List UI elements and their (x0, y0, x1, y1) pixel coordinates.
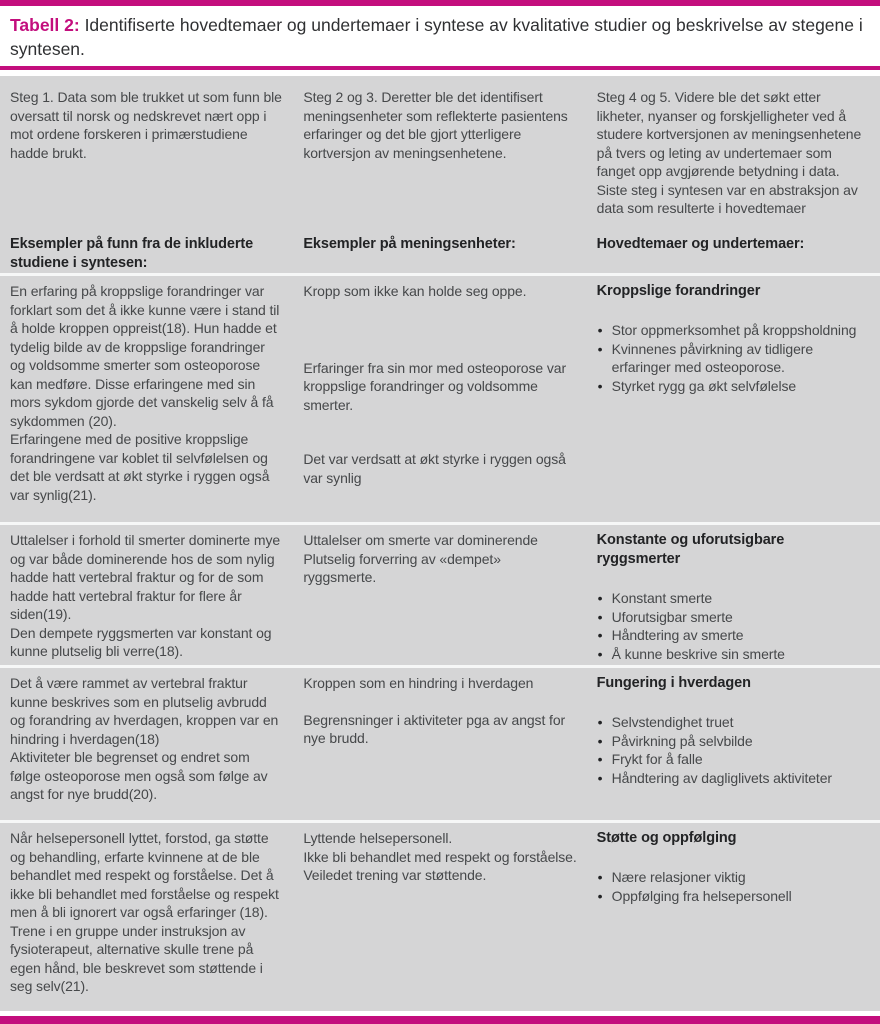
meaning-unit-text: Begrensninger i aktiviteter pga av angst for nye brudd. (303, 711, 566, 746)
subtheme-list (597, 713, 870, 787)
cell-meaning-units (293, 829, 586, 1011)
synthesis-table (0, 76, 880, 1011)
theme-heading: Støtte og oppfølging (596, 830, 737, 846)
meaning-unit-text: Uttalelser om smerte var dominerende (303, 532, 538, 548)
meaning-unit-text: Plutselig forverring av «dempet» ryggsmerte. (303, 550, 501, 585)
cell-meaning-units (293, 674, 586, 820)
theme-heading: Konstante og uforutsigbare ryggsmerter (596, 532, 785, 567)
cell-findings (0, 674, 293, 820)
header-cell-meaning-units (293, 88, 586, 273)
cell-meaning-units (293, 282, 586, 522)
table-title-text: Identifiserte hovedtemaer og undertemaer i syntese av kvalitative studier og beskrivelse av stegene i syntesen. (10, 15, 863, 59)
meaning-unit-text: Erfaringer fra sin mor med osteoporose var kroppslige forandringer og voldsomme smerter. (303, 359, 567, 413)
subtheme-item: • Nære relasjoner viktig (597, 868, 870, 887)
subtheme-item: • Håndtering av smerte (597, 626, 870, 645)
header-cell-findings (0, 88, 293, 273)
cell-themes (587, 282, 880, 522)
cell-findings (0, 282, 293, 522)
table-title (0, 6, 880, 66)
subtheme-list (597, 321, 870, 395)
subtheme-item: • Stor oppmerksomhet på kroppsholdning (597, 321, 870, 340)
subtheme-list (597, 589, 870, 663)
subtheme-item: • Styrket rygg ga økt selvfølelse (597, 377, 870, 396)
meaning-unit-text: Lyttende helsepersonell. (303, 830, 453, 846)
table-header-row (0, 76, 880, 273)
bottom-accent-rule (0, 1016, 880, 1024)
theme-heading: Kroppslige forandringer (596, 283, 761, 299)
cell-findings (0, 531, 293, 665)
subtheme-item: • Konstant smerte (597, 589, 870, 608)
column-caption-themes: Hovedtemaer og undertemaer: (596, 236, 805, 252)
meaning-unit-text: Kroppen som en hindring i hverdagen (303, 675, 534, 691)
step-description: Steg 1. Data som ble trukket ut som funn ble oversatt til norsk og nedskrevet nært opp i mot ordene forskeren i primærstudiene hadde brukt. (10, 89, 282, 161)
theme-heading: Fungering i hverdagen (596, 675, 751, 691)
subtheme-item: • Selvstendighet truet (597, 713, 870, 732)
table-row (0, 820, 880, 1011)
finding-text: Trene i en gruppe under instruksjon av fysioterapeut, alternative skulle trene på egen hånd, ble beskrevet som støttende i seg selv(21). (10, 922, 263, 994)
meaning-unit-text: Ikke bli behandlet med respekt og forståelse. (303, 848, 577, 865)
column-caption-meaning-units: Eksempler på meningsenheter: (303, 236, 516, 252)
subtheme-item: • Påvirkning på selvbilde (597, 732, 870, 751)
step-description: Steg 2 og 3. Deretter ble det identifisert meningsenheter som reflekterte pasientens erfaringer og det ble gjort ytterligere kortversjon av meningsenhetene. (303, 89, 568, 161)
subtheme-list (597, 868, 870, 905)
subtheme-item: • Kvinnenes påvirkning av tidligere erfaringer med osteoporose. (597, 340, 870, 377)
cell-themes (587, 674, 880, 820)
table-title-label: Tabell 2: (10, 15, 80, 35)
finding-text: Det å være rammet av vertebral fraktur kunne beskrives som en plutselig avbrudd og forandring av hverdagen, kroppen var en hindring i hverdagen(18) (10, 675, 279, 747)
table-row (0, 273, 880, 522)
meaning-unit-text: Det var verdsatt at økt styrke i ryggen også var synlig (303, 451, 566, 486)
column-caption-findings: Eksempler på funn fra de inkluderte studiene i syntesen: (10, 236, 254, 271)
table-row (0, 522, 880, 665)
finding-text: Den dempete ryggsmerten var konstant og kunne plutselig bli verre(18). (10, 624, 272, 659)
title-divider-rule (0, 66, 880, 70)
subtheme-item: • Uforutsigbar smerte (597, 608, 870, 627)
finding-text: Erfaringene med de positive kroppslige forandringene var koblet til selvfølelsen og det ble verdsatt at økt styrke i ryggen også var synlig(21). (10, 431, 270, 503)
header-cell-themes (587, 88, 880, 273)
meaning-unit-text: Veiledet trening var støttende. (303, 867, 487, 883)
finding-text: En erfaring på kroppslige forandringer var forklart som det å ikke kunne være i stand til å holde kroppen oppreist(18). Hun hadde et tydelig bilde av de kroppslige forandringer og voldsomme smerter som osteoporose kan medføre. Disse erfaringene med sin mors sykdom gjorde det vanskelig selv å få sykdommen (20). (10, 283, 280, 429)
finding-text: Aktiviteter ble begrenset og endret som følge osteoporose men også som følge av angst for nye brudd(20). (10, 749, 268, 802)
cell-themes (587, 829, 880, 1011)
finding-text: Når helsepersonell lyttet, forstod, ga støtte og behandling, erfarte kvinnene at de ble behandlet med respekt og forståelse. Det å ikke bli behandlet med forståelse og respekt men å bli ignorert var også erfaringer (18). (10, 830, 279, 920)
cell-meaning-units (293, 531, 586, 665)
subtheme-item: • Oppfølging fra helsepersonell (597, 887, 870, 906)
step-description: Siste steg i syntesen var en abstraksjon av data som resulterte i hovedtemaer (596, 181, 858, 216)
cell-themes (587, 531, 880, 665)
step-description: Steg 4 og 5. Videre ble det søkt etter likheter, nyanser og forskjelligheter ved å studere kortversjonen av meningsenhetene på tvers og leting av undertemaer som fanget opp avgjørende betydning i data. (596, 89, 862, 179)
finding-text: Uttalelser i forhold til smerter dominerte mye og var både dominerende hos de som nylig hadde hatt vertebral fraktur og for de som hadde hatt vertebral fraktur for flere år siden(19). (10, 532, 281, 622)
cell-findings (0, 829, 293, 1011)
subtheme-item: • Frykt for å falle (597, 750, 870, 769)
table-row (0, 665, 880, 820)
meaning-unit-text: Kropp som ikke kan holde seg oppe. (303, 283, 527, 299)
subtheme-item: • Håndtering av dagliglivets aktiviteter (597, 769, 870, 788)
subtheme-item: • Å kunne beskrive sin smerte (597, 645, 870, 664)
